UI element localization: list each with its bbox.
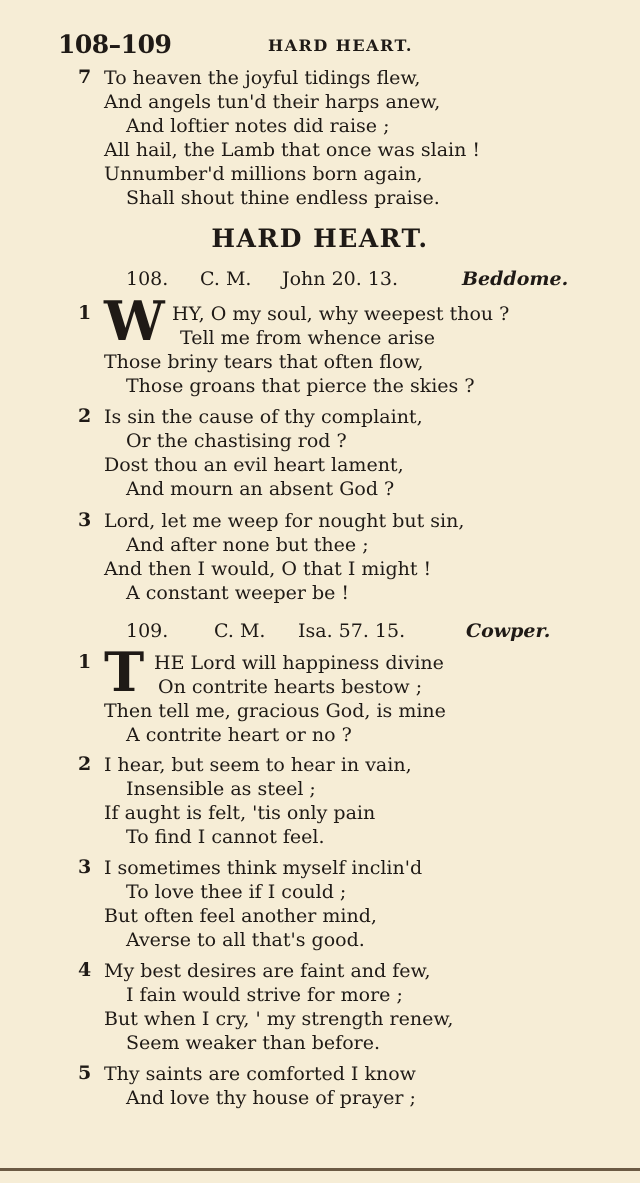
verse-line: And after none but thee ;	[126, 534, 369, 556]
verse-line: Tell me from whence arise	[180, 327, 435, 349]
drop-capital: W	[104, 289, 165, 353]
verse-line: To find I cannot feel.	[126, 826, 325, 848]
verse-line: But when I cry, ' my strength renew,	[104, 1008, 454, 1030]
verse-line: Unnumber'd millions born again,	[104, 163, 423, 185]
verse-line: I sometimes think myself inclin'd	[104, 857, 423, 879]
verse-line: On contrite hearts bestow ;	[158, 676, 423, 698]
verse-number: 3	[78, 856, 92, 878]
hymn-scripture: John 20. 13.	[282, 268, 399, 290]
verse-line: I fain would strive for more ;	[126, 984, 403, 1006]
verse-line: Seem weaker than before.	[126, 1032, 380, 1054]
verse-line: I hear, but seem to hear in vain,	[104, 754, 412, 776]
verse-line: And loftier notes did raise ;	[126, 115, 390, 137]
verse-number: 7	[78, 66, 92, 88]
verse-line: Those briny tears that often flow,	[104, 351, 424, 373]
verse-line: Insensible as steel ;	[126, 778, 316, 800]
verse-line: To love thee if I could ;	[126, 881, 347, 903]
page-bottom-edge	[0, 1168, 640, 1171]
verse-number: 5	[78, 1062, 92, 1084]
verse-line: And angels tun'd their harps anew,	[104, 91, 441, 113]
verse-line: Thy saints are comforted I know	[104, 1063, 416, 1085]
hymn-number: 109.	[126, 620, 169, 642]
verse-number: 1	[78, 651, 92, 673]
verse-line: To heaven the joyful tidings flew,	[104, 67, 421, 89]
hymn-meter: C. M.	[214, 620, 266, 642]
verse-line: Lord, let me weep for nought but sin,	[104, 510, 465, 532]
verse-line: Is sin the cause of thy complaint,	[104, 406, 423, 428]
verse-number: 1	[78, 302, 92, 324]
verse-line: Averse to all that's good.	[126, 929, 365, 951]
verse-number: 4	[78, 959, 92, 981]
verse-line: HE Lord will happiness divine	[154, 652, 444, 674]
verse-line: And then I would, O that I might !	[104, 558, 432, 580]
hymn-author: Beddome.	[462, 268, 569, 290]
verse-line: And love thy house of prayer ;	[126, 1087, 416, 1109]
verse-line: Shall shout thine endless praise.	[126, 187, 440, 209]
verse-line: My best desires are faint and few,	[104, 960, 431, 982]
verse-number: 3	[78, 509, 92, 531]
verse-line: A constant weeper be !	[126, 582, 350, 604]
verse-number: 2	[78, 753, 92, 775]
hymn-meter: C. M.	[200, 268, 252, 290]
verse-line: Dost thou an evil heart lament,	[104, 454, 404, 476]
verse-number: 2	[78, 405, 92, 427]
verse-line: All hail, the Lamb that once was slain !	[104, 139, 481, 161]
verse-line: But often feel another mind,	[104, 905, 377, 927]
verse-line: Those groans that pierce the skies ?	[126, 375, 475, 397]
hymn-author: Cowper.	[466, 620, 551, 642]
hymn-number: 108.	[126, 268, 169, 290]
page-numbers: 108–109	[58, 30, 172, 59]
verse-line: If aught is felt, 'tis only pain	[104, 802, 376, 824]
verse-line: Then tell me, gracious God, is mine	[104, 700, 446, 722]
verse-line: A contrite heart or no ?	[126, 724, 352, 746]
running-title: HARD HEART.	[268, 36, 413, 55]
verse-line: HY, O my soul, why weepest thou ?	[172, 303, 510, 325]
page-header	[58, 30, 610, 60]
hymn-scripture: Isa. 57. 15.	[298, 620, 406, 642]
drop-capital: T	[104, 640, 145, 704]
section-title: HARD HEART.	[211, 224, 429, 253]
verse-line: And mourn an absent God ?	[126, 478, 395, 500]
verse-line: Or the chastising rod ?	[126, 430, 347, 452]
